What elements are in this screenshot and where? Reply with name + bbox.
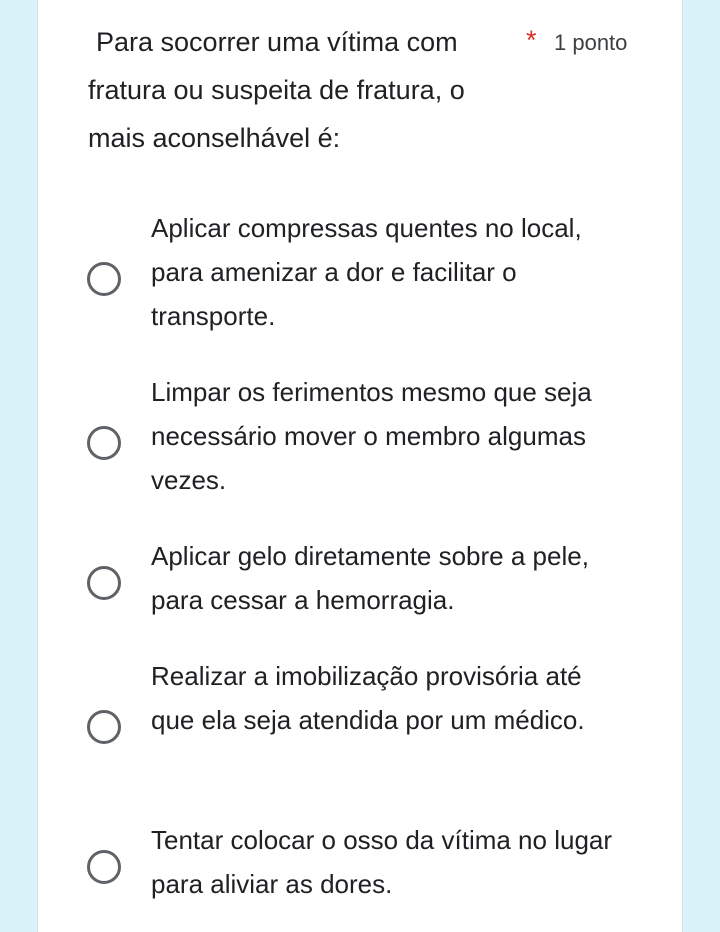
option-3[interactable] — [82, 534, 642, 624]
radio-button-icon[interactable] — [87, 262, 121, 296]
question-title: Para socorrer uma vítima com fratura ou suspeita de fratura, o mais aconselhável é: — [88, 27, 465, 153]
option-5[interactable] — [82, 818, 642, 908]
option-2[interactable] — [82, 370, 642, 504]
option-label: Limpar os ferimentos mesmo que seja necessário mover o membro algumas vezes. — [151, 377, 592, 495]
option-label: Aplicar compressas quentes no local, para amenizar a dor e facilitar o transporte. — [151, 213, 582, 331]
question-card — [37, 0, 683, 932]
option-1[interactable] — [82, 206, 642, 340]
option-label: Aplicar gelo diretamente sobre a pele, para cessar a hemorragia. — [151, 541, 589, 615]
points-label: 1 ponto — [554, 30, 628, 55]
required-asterisk: * — [526, 25, 537, 55]
radio-button-icon[interactable] — [87, 710, 121, 744]
option-label: Realizar a imobilização provisória até que ela seja atendida por um médico. — [151, 661, 585, 735]
option-label: Tentar colocar o osso da vítima no lugar para aliviar as dores. — [151, 825, 613, 899]
option-4[interactable] — [82, 654, 642, 788]
radio-button-icon[interactable] — [87, 566, 121, 600]
radio-button-icon[interactable] — [87, 850, 121, 884]
radio-button-icon[interactable] — [87, 426, 121, 460]
